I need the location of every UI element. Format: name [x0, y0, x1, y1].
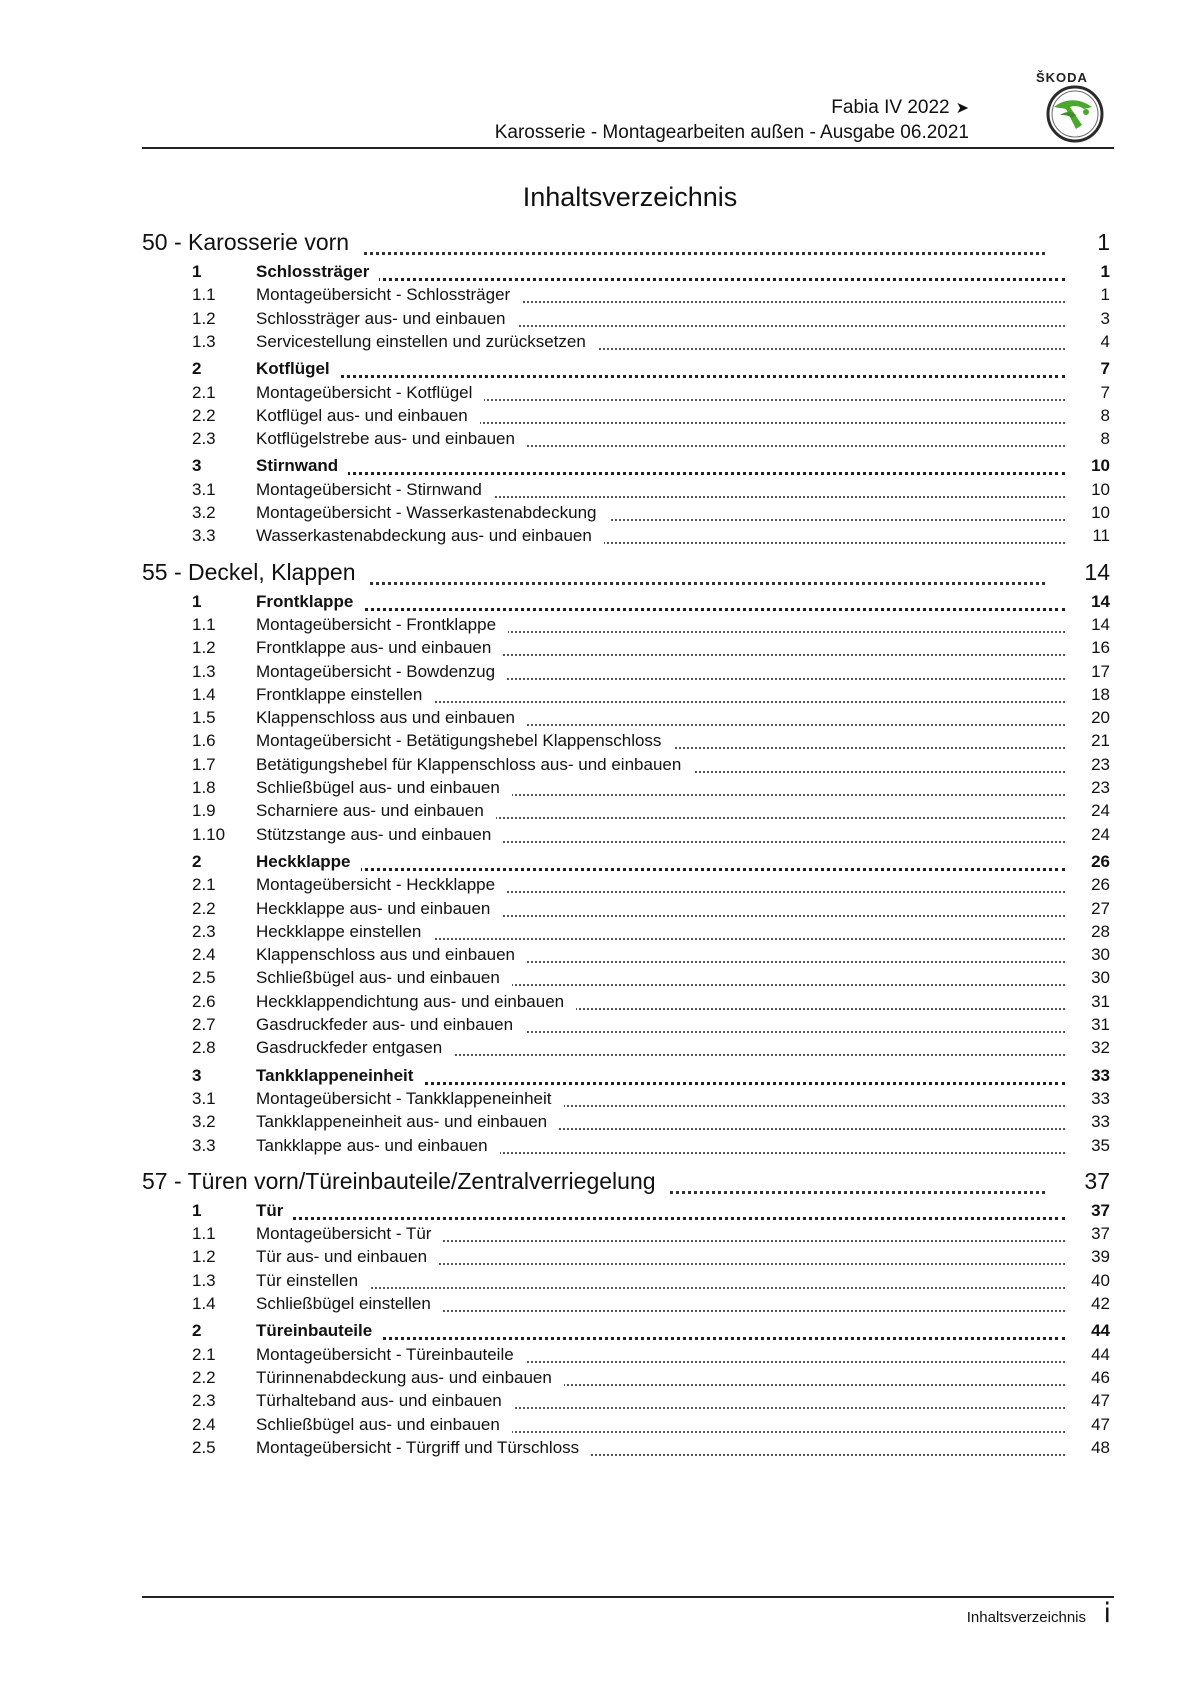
toc-entry-number: 3.2	[192, 1112, 216, 1132]
toc-entry-number: 1.9	[192, 801, 216, 821]
toc-dot-leader	[256, 460, 1065, 475]
header-model-text: Fabia IV 2022	[831, 97, 950, 118]
toc-entry-title: Montageübersicht - Tür	[256, 1221, 443, 1247]
toc-entry-page: 37	[1074, 1164, 1110, 1198]
toc-entry-title: Frontklappe	[256, 589, 363, 615]
toc-subsection-row[interactable]	[0, 635, 1191, 661]
toc-entry-title: 50 - Karosserie vorn	[142, 225, 363, 259]
toc-subsection-row[interactable]	[0, 942, 1191, 968]
toc-entry-title: Montageübersicht - Betätigungshebel Klappenschloss	[256, 728, 673, 754]
toc-entry-title: Tür einstellen	[256, 1268, 370, 1294]
toc-entry-title: Heckklappe aus- und einbauen	[256, 896, 502, 922]
toc-entry-number: 3.2	[192, 503, 216, 522]
toc-entry-page: 3	[1074, 306, 1110, 332]
toc-subsection-row[interactable]	[0, 282, 1191, 308]
toc-subsection-row[interactable]	[0, 500, 1191, 526]
toc-entry-page: 18	[1074, 682, 1110, 708]
toc-entry-page: 8	[1074, 426, 1110, 452]
toc-entry-number: 2.3	[192, 921, 216, 941]
toc-entry-title: Schlossträger aus- und einbauen	[256, 306, 518, 332]
toc-entry-page: 8	[1074, 403, 1110, 429]
toc-entry-title: Frontklappe einstellen	[256, 682, 434, 708]
toc-subsection-row[interactable]	[0, 426, 1191, 452]
footer-page-number: i	[1103, 1598, 1111, 1629]
toc-chapter-row[interactable]	[0, 555, 1191, 589]
toc-entry-number: 2	[192, 851, 202, 871]
toc-subsection-row[interactable]	[0, 798, 1191, 824]
toc-entry-page: 14	[1074, 589, 1110, 615]
toc-entry-page: 10	[1074, 477, 1110, 503]
page-title: Inhaltsverzeichnis	[522, 182, 738, 213]
toc-entry-number: 1.1	[192, 285, 216, 305]
toc-entry-title: Scharniere aus- und einbauen	[256, 798, 496, 824]
toc-entry-title: Tankklappe aus- und einbauen	[256, 1133, 500, 1159]
toc-chapter-row[interactable]	[0, 1164, 1191, 1198]
toc-subsection-row[interactable]	[0, 380, 1191, 406]
toc-entry-title: Montageübersicht - Kotflügel	[256, 380, 484, 406]
toc-entry-number: 1.3	[192, 1270, 216, 1290]
toc-entry-page: 20	[1074, 705, 1110, 731]
toc-entry-number: 1	[192, 262, 202, 281]
toc-dot-leader	[256, 1275, 1065, 1289]
toc-section-row[interactable]	[0, 259, 1191, 285]
toc-entry-number: 1.4	[192, 1294, 216, 1313]
toc-entry-number: 1.3	[192, 661, 216, 681]
toc-entry-number: 1.2	[192, 308, 216, 328]
toc-entry-page: 47	[1074, 1388, 1110, 1414]
toc-entry-title: Montageübersicht - Frontklappe	[256, 612, 508, 638]
toc-entry-number: 1.7	[192, 754, 216, 774]
toc-entry-page: 27	[1074, 896, 1110, 922]
toc-subsection-row[interactable]	[0, 822, 1191, 848]
toc-entry-page: 46	[1074, 1365, 1110, 1391]
toc-entry-page: 37	[1074, 1198, 1110, 1224]
toc-entry-number: 1.6	[192, 731, 216, 751]
toc-entry-number: 2.4	[192, 945, 216, 965]
toc-entry-title: Stützstange aus- und einbauen	[256, 822, 503, 848]
toc-entry-page: 10	[1074, 453, 1110, 479]
toc-entry-number: 1.10	[192, 824, 226, 844]
toc-entry-page: 31	[1074, 989, 1110, 1015]
toc-entry-title: Montageübersicht - Stirnwand	[256, 477, 494, 503]
toc-subsection-row[interactable]	[0, 752, 1191, 778]
toc-section-row[interactable]	[0, 849, 1191, 875]
toc-subsection-row[interactable]	[0, 919, 1191, 945]
toc-entry-page: 39	[1074, 1244, 1110, 1270]
toc-entry-number: 3.1	[192, 479, 216, 499]
toc-entry-title: Montageübersicht - Türeinbauteile	[256, 1342, 526, 1368]
toc-subsection-row[interactable]	[0, 1012, 1191, 1038]
toc-entry-number: 2.2	[192, 405, 216, 425]
toc-subsection-row[interactable]	[0, 1221, 1191, 1247]
toc-entry-page: 23	[1074, 752, 1110, 778]
toc-entry-number: 2	[192, 1321, 202, 1341]
toc-entry-page: 1	[1087, 225, 1110, 259]
toc-entry-title: Montageübersicht - Türgriff und Türschloss	[256, 1435, 591, 1461]
toc-entry-page: 42	[1074, 1291, 1110, 1317]
footer-label: Inhaltsverzeichnis	[966, 1609, 1086, 1626]
toc-entry-page: 40	[1074, 1268, 1110, 1294]
toc-dot-leader	[256, 363, 1065, 378]
toc-entry-title: Gasdruckfeder aus- und einbauen	[256, 1012, 525, 1038]
toc-subsection-row[interactable]	[0, 989, 1191, 1015]
toc-subsection-row[interactable]	[0, 775, 1191, 801]
toc-section-row[interactable]	[0, 1198, 1191, 1224]
footer-rule	[142, 1596, 1114, 1598]
toc-entry-page: 11	[1074, 523, 1110, 549]
toc-entry-page: 14	[1074, 555, 1110, 589]
toc-subsection-row[interactable]	[0, 1035, 1191, 1061]
toc-dot-leader	[256, 596, 1065, 611]
toc-subsection-row[interactable]	[0, 1109, 1191, 1135]
toc-entry-number: 1.1	[192, 1224, 216, 1244]
toc-entry-title: Heckklappendichtung aus- und einbauen	[256, 989, 576, 1015]
toc-subsection-row[interactable]	[0, 1412, 1191, 1438]
toc-subsection-row[interactable]	[0, 872, 1191, 898]
toc-entry-number: 2.8	[192, 1038, 216, 1058]
toc-dot-leader	[256, 856, 1065, 871]
toc-entry-number: 1.3	[192, 331, 216, 351]
toc-entry-title: Heckklappe	[256, 849, 361, 875]
brand-wordmark: ŠKODA	[1036, 70, 1088, 85]
toc-entry-title: Türhalteband aus- und einbauen	[256, 1388, 514, 1414]
toc-subsection-row[interactable]	[0, 728, 1191, 754]
toc-entry-title: Schließbügel aus- und einbauen	[256, 965, 512, 991]
toc-entry-page: 4	[1074, 329, 1110, 355]
toc-entry-title: Schlossträger	[256, 259, 379, 285]
toc-entry-number: 1.5	[192, 708, 216, 728]
toc-subsection-row[interactable]	[0, 329, 1191, 355]
toc-entry-title: Schließbügel aus- und einbauen	[256, 775, 512, 801]
toc-subsection-row[interactable]	[0, 1342, 1191, 1368]
toc-entry-title: Türeinbauteile	[256, 1318, 382, 1344]
toc-entry-number: 1.8	[192, 778, 216, 797]
toc-entry-number: 2.4	[192, 1414, 216, 1434]
toc-entry-number: 3	[192, 456, 202, 476]
toc-entry-number: 2.5	[192, 1437, 216, 1457]
toc-entry-title: Türinnenabdeckung aus- und einbauen	[256, 1365, 564, 1391]
toc-entry-title: Gasdruckfeder entgasen	[256, 1035, 454, 1061]
toc-entry-title: Montageübersicht - Bowdenzug	[256, 659, 507, 685]
toc-subsection-row[interactable]	[0, 965, 1191, 991]
toc-entry-number: 2.3	[192, 1391, 216, 1411]
toc-subsection-row[interactable]	[0, 705, 1191, 731]
toc-entry-number: 2.2	[192, 898, 216, 918]
toc-subsection-row[interactable]	[0, 1435, 1191, 1461]
toc-section-row[interactable]	[0, 356, 1191, 382]
toc-entry-page: 26	[1074, 872, 1110, 898]
toc-chapter-row[interactable]	[0, 225, 1191, 259]
toc-entry-title: 57 - Türen vorn/Türeinbauteile/Zentralverriegelung	[142, 1164, 670, 1198]
toc-entry-page: 26	[1074, 849, 1110, 875]
header-subtitle-line: Karosserie - Montagearbeiten außen - Ausgabe 06.2021	[494, 122, 969, 143]
toc-entry-number: 3.1	[192, 1088, 216, 1108]
toc-entry-title: Montageübersicht - Tankklappeneinheit	[256, 1086, 564, 1112]
toc-subsection-row[interactable]	[0, 1268, 1191, 1294]
toc-section-row[interactable]	[0, 453, 1191, 479]
toc-subsection-row[interactable]	[0, 896, 1191, 922]
toc-entry-number: 2.2	[192, 1367, 216, 1387]
toc-entry-page: 47	[1074, 1412, 1110, 1438]
toc-subsection-row[interactable]	[0, 1291, 1191, 1317]
toc-subsection-row[interactable]	[0, 1086, 1191, 1112]
toc-section-row[interactable]	[0, 1318, 1191, 1344]
toc-subsection-row[interactable]	[0, 659, 1191, 685]
toc-section-row[interactable]	[0, 589, 1191, 615]
toc-subsection-row[interactable]	[0, 1365, 1191, 1391]
toc-entry-title: Tür	[256, 1198, 293, 1224]
toc-entry-page: 10	[1074, 500, 1110, 526]
toc-entry-page: 33	[1074, 1086, 1110, 1112]
toc-entry-page: 37	[1074, 1221, 1110, 1247]
toc-entry-number: 3.3	[192, 526, 216, 546]
toc-entry-title: Montageübersicht - Wasserkastenabdeckung	[256, 500, 609, 526]
toc-entry-page: 1	[1074, 282, 1110, 308]
toc-entry-number: 2.5	[192, 968, 216, 988]
toc-entry-number: 1.2	[192, 1247, 216, 1267]
toc-section-row[interactable]	[0, 1063, 1191, 1089]
toc-entry-number: 2.6	[192, 991, 216, 1011]
toc-entry-number: 2.1	[192, 382, 216, 402]
toc-entry-number: 3.3	[192, 1135, 216, 1155]
toc-entry-title: Klappenschloss aus und einbauen	[256, 942, 527, 968]
arrow-right-icon: ➤	[955, 100, 969, 117]
toc-subsection-row[interactable]	[0, 1244, 1191, 1270]
toc-entry-page: 48	[1074, 1435, 1110, 1461]
toc-entry-title: Tankklappeneinheit aus- und einbauen	[256, 1109, 559, 1135]
toc-entry-page: 7	[1074, 380, 1110, 406]
toc-entry-page: 17	[1074, 659, 1110, 685]
toc-subsection-row[interactable]	[0, 477, 1191, 503]
toc-entry-title: Tankklappeneinheit	[256, 1063, 423, 1089]
toc-entry-title: Kotflügel	[256, 356, 340, 382]
toc-entry-page: 44	[1074, 1318, 1110, 1344]
toc-entry-number: 3	[192, 1065, 202, 1085]
toc-entry-title: Betätigungshebel für Klappenschloss aus- und einbauen	[256, 752, 693, 778]
toc-subsection-row[interactable]	[0, 1388, 1191, 1414]
toc-entry-page: 7	[1074, 356, 1110, 382]
toc-entry-number: 2.7	[192, 1015, 216, 1034]
toc-entry-title: Tür aus- und einbauen	[256, 1244, 439, 1270]
toc-entry-title: Klappenschloss aus und einbauen	[256, 705, 527, 731]
toc-entry-title: Kotflügelstrebe aus- und einbauen	[256, 426, 527, 452]
toc-entry-title: Wasserkastenabdeckung aus- und einbauen	[256, 523, 604, 549]
toc-entry-title: Stirnwand	[256, 453, 348, 479]
toc-entry-page: 21	[1074, 728, 1110, 754]
toc-entry-page: 35	[1074, 1133, 1110, 1159]
toc-entry-number: 2	[192, 359, 202, 379]
toc-entry-page: 16	[1074, 635, 1110, 661]
toc-entry-title: Montageübersicht - Schlossträger	[256, 282, 522, 308]
toc-entry-page: 44	[1074, 1342, 1110, 1368]
toc-subsection-row[interactable]	[0, 403, 1191, 429]
toc-entry-title: 55 - Deckel, Klappen	[142, 555, 370, 589]
toc-entry-number: 2.1	[192, 1344, 216, 1364]
toc-subsection-row[interactable]	[0, 1133, 1191, 1159]
toc-entry-page: 24	[1074, 798, 1110, 824]
toc-entry-page: 24	[1074, 822, 1110, 848]
toc-entry-page: 31	[1074, 1012, 1110, 1038]
toc-entry-page: 28	[1074, 919, 1110, 945]
toc-entry-number: 2.3	[192, 429, 216, 449]
toc-entry-number: 2.1	[192, 875, 216, 895]
toc-subsection-row[interactable]	[0, 682, 1191, 708]
toc-entry-page: 32	[1074, 1035, 1110, 1061]
toc-entry-title: Frontklappe aus- und einbauen	[256, 635, 503, 661]
toc-entry-number: 1	[192, 591, 202, 611]
toc-entry-page: 33	[1074, 1109, 1110, 1135]
toc-subsection-row[interactable]	[0, 306, 1191, 332]
toc-entry-page: 23	[1074, 775, 1110, 801]
toc-entry-number: 1	[192, 1200, 202, 1220]
toc-entry-page: 14	[1074, 612, 1110, 638]
toc-subsection-row[interactable]	[0, 612, 1191, 638]
toc-entry-title: Montageübersicht - Heckklappe	[256, 872, 507, 898]
toc-entry-title: Kotflügel aus- und einbauen	[256, 403, 480, 429]
toc-entry-number: 1.2	[192, 638, 216, 658]
toc-entry-title: Servicestellung einstellen und zurücksetzen	[256, 329, 598, 355]
toc-entry-page: 33	[1074, 1063, 1110, 1089]
toc-entry-page: 30	[1074, 942, 1110, 968]
toc-subsection-row[interactable]	[0, 523, 1191, 549]
toc-entry-title: Schließbügel aus- und einbauen	[256, 1412, 512, 1438]
toc-entry-number: 1.1	[192, 614, 216, 634]
toc-dot-leader	[256, 1205, 1065, 1220]
toc-entry-title: Schließbügel einstellen	[256, 1291, 443, 1317]
toc-entry-title: Heckklappe einstellen	[256, 919, 433, 945]
toc-entry-page: 1	[1074, 259, 1110, 285]
toc-entry-number: 1.4	[192, 684, 216, 704]
toc-entry-page: 30	[1074, 965, 1110, 991]
